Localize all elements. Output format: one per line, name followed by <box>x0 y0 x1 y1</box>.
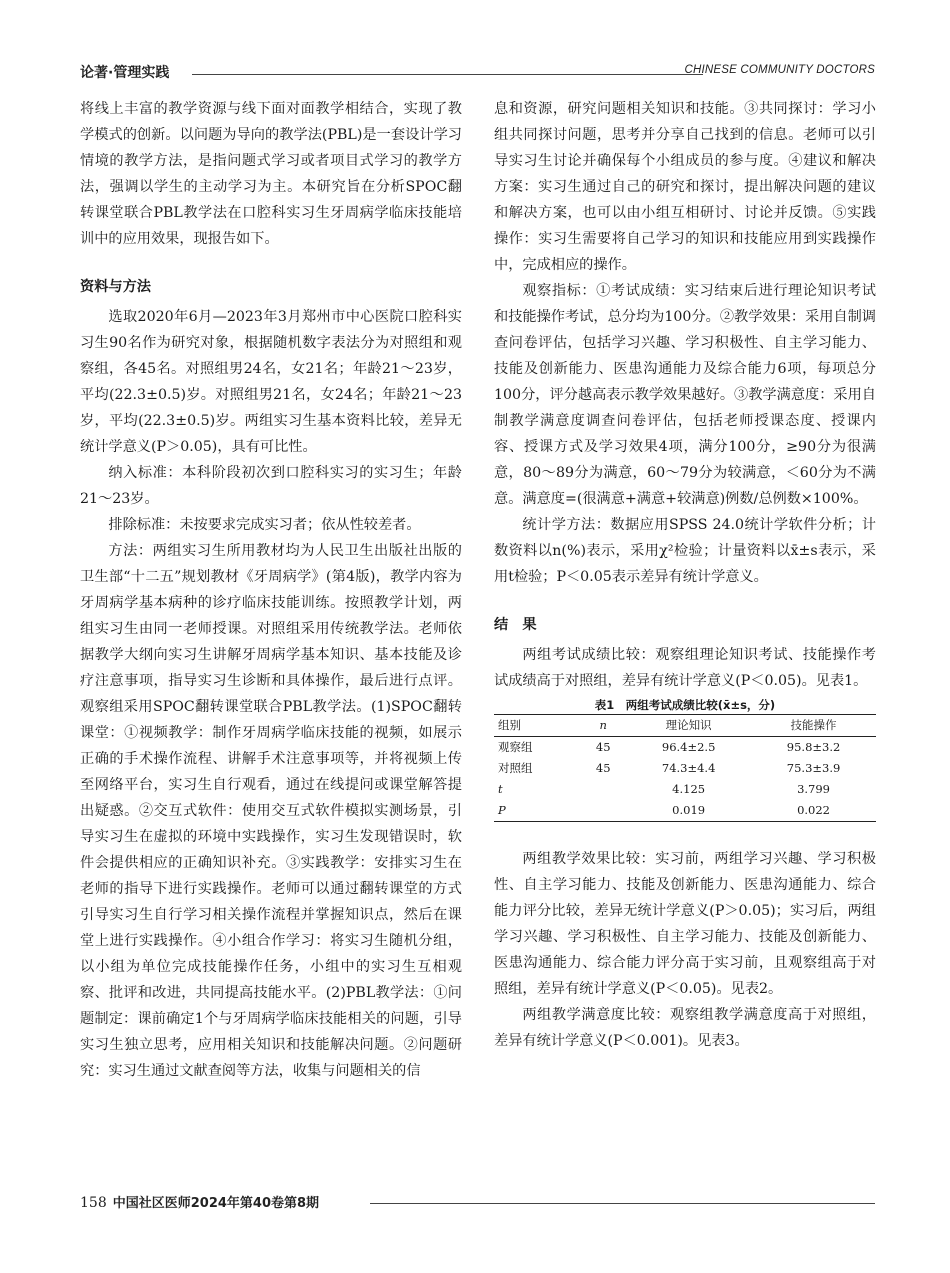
results-heading: 结 果 <box>494 617 537 633</box>
table-header-cell: n <box>580 715 626 737</box>
table-cell: 95.8±3.2 <box>786 740 841 754</box>
header-rule <box>192 74 703 75</box>
statistics-paragraph: 统计学方法：数据应用SPSS 24.0统计学软件分析；计数资料以n(%)表示，采用χ²检验；计量资料以x̄±s表示，采用t检验；P＜0.05表示差异有统计学意义。 <box>494 517 876 585</box>
table-row <box>494 800 876 822</box>
table-row <box>494 779 876 800</box>
table-cell: 45 <box>595 761 611 775</box>
journal-english-title: CHINESE COMMUNITY DOCTORS <box>684 64 875 76</box>
inclusion-paragraph: 纳入标准：本科阶段初次到口腔科实习的实习生；年龄21～23岁。 <box>80 465 462 507</box>
page-header <box>80 58 875 82</box>
table-row <box>494 737 876 759</box>
exclusion-paragraph: 排除标准：未按要求完成实习者；依从性较差者。 <box>108 517 421 533</box>
table-cell: t <box>498 782 503 796</box>
methods-heading: 资料与方法 <box>80 279 151 295</box>
table-cell: 96.4±2.5 <box>661 740 716 754</box>
result-effect-paragraph: 两组教学效果比较：实习前，两组学习兴趣、学习积极性、自主学习能力、技能及创新能力、医患沟通能力、综合能力评分比较，差异无统计学意义(P＞0.05)；实习后，两组学习兴趣、学习积极性、自主学习能力、技能及创新能力、医患沟通能力、综合能力评分高于实习前，且观察组高于对照组，差异有统计学意义(P＜0.05)。见表2。 <box>494 851 876 997</box>
table-cell: P <box>498 803 506 817</box>
table-header-cell: 组别 <box>494 715 580 737</box>
table-cell: 4.125 <box>672 782 706 796</box>
table-header-cell: 技能操作 <box>751 715 876 737</box>
table-header-row <box>494 715 876 737</box>
table-header-cell: 理论知识 <box>626 715 751 737</box>
footer-rule <box>370 1203 875 1204</box>
footer-text <box>80 1192 319 1211</box>
continued-paragraph: 息和资源，研究问题相关知识和技能。③共同探讨：学习小组共同探讨问题，思考并分享自己找到的信息。老师可以引导实习生讨论并确保每个小组成员的参与度。④建议和解决方案：实习生通过自己的研究和探讨，提出解决问题的建议和解决方案，也可以由小组互相研讨、讨论并反馈。⑤实践操作：实习生需要将自己学习的知识和技能应用到实践操作中，完成相应的操作。 <box>494 101 876 273</box>
page-footer <box>80 1192 875 1212</box>
right-column <box>494 96 876 1054</box>
table-cell: 0.019 <box>672 803 706 817</box>
journal-issue: 中国社区医师2024年第40卷第8期 <box>112 1196 320 1211</box>
page-number: 158 <box>80 1195 107 1211</box>
table-cell: 对照组 <box>498 761 533 775</box>
result-exam-paragraph: 两组考试成绩比较：观察组理论知识考试、技能操作考试成绩高于对照组，差异有统计学意义(P＜0.05)。见表1。 <box>494 647 876 689</box>
indicators-paragraph: 观察指标：①考试成绩：实习结束后进行理论知识考试和技能操作考试，总分均为100分。②教学效果：采用自制调查问卷评估，包括学习兴趣、学习积极性、自主学习能力、技能及创新能力、医患沟通能力及综合能力6项，每项总分100分，评分越高表示教学效果越好。③教学满意度：采用自制教学满意度调查问卷评估，包括老师授课态度、授课内容、授课方式及学习效果4项，满分100分，≥90分为很满意，80～89分为满意，60～79分为较满意，＜60分为不满意。满意度=(很满意+满意+较满意)例数/总例数×100%。 <box>494 283 876 507</box>
table-cell: 45 <box>595 740 611 754</box>
table-cell: 74.3±4.4 <box>661 761 716 775</box>
table-cell <box>580 800 626 822</box>
table-cell <box>580 779 626 800</box>
subjects-paragraph: 选取2020年6月—2023年3月郑州市中心医院口腔科实习生90名作为研究对象，根据随机数字表法分为对照组和观察组，各45名。对照组男24名，女21名；年龄21～23岁，平均(22.3±0.5)岁。对照组男21名，女24名；年龄21～23岁，平均(22.3±0.5)岁。两组实习生基本资料比较，差异无统计学意义(P＞0.05)，具有可比性。 <box>80 309 462 455</box>
table-cell: 75.3±3.9 <box>786 761 841 775</box>
table-cell: 0.022 <box>797 803 831 817</box>
table1-title: 表1 两组考试成绩比较(x̄±s，分) <box>594 698 776 712</box>
table-row <box>494 758 876 779</box>
left-column <box>80 96 462 1084</box>
section-label: 论著·管理实践 <box>80 65 170 81</box>
table-cell: 观察组 <box>498 740 533 754</box>
method-paragraph: 方法：两组实习生所用教材均为人民卫生出版社出版的卫生部“十二五”规划教材《牙周病学》(第4版)，教学内容为牙周病学基本病种的诊疗临床技能训练。按照教学计划，两组实习生由同一老师授课。对照组采用传统教学法。老师依据教学大纲向实习生讲解牙周病学基本知识、基本技能及诊疗注意事项，指导实习生诊断和具体操作，最后进行点评。观察组采用SPOC翻转课堂联合PBL教学法。(1)SPOC翻转课堂：①视频教学：制作牙周病学临床技能的视频，如展示正确的手术操作流程、讲解手术注意事项等，并将视频上传至网络平台，实习生自行观看，通过在线提问或课堂解答提出疑惑。②交互式软件：使用交互式软件模拟实测场景，引导实习生在虚拟的环境中实践操作，实习生发现错误时，软件会提供相应的正确知识补充。③实践教学：安排实习生在老师的指导下进行实践操作。老师可以通过翻转课堂的方式引导实习生自行学习相关操作流程并掌握知识点，然后在课堂上进行实践操作。④小组合作学习：将实习生随机分组，以小组为单位完成技能操作任务，小组中的实习生互相观察、批评和改进，共同提高技能水平。(2)PBL教学法：①问题制定：课前确定1个与牙周病学临床技能相关的问题，引导实习生独立思考，应用相关知识和技能解决问题。②问题研究：实习生通过文献查阅等方法，收集与问题相关的信 <box>80 543 462 1079</box>
intro-paragraph: 将线上丰富的教学资源与线下面对面教学相结合，实现了教学模式的创新。以问题为导向的教学法(PBL)是一套设计学习情境的教学方法，是指问题式学习或者项目式学习的教学方法，强调以学生的主动学习为主。本研究旨在分析SPOC翻转课堂联合PBL教学法在口腔科实习生牙周病学临床技能培训中的应用效果，现报告如下。 <box>80 101 462 247</box>
result-satisfaction-paragraph: 两组教学满意度比较：观察组教学满意度高于对照组，差异有统计学意义(P＜0.001)。见表3。 <box>494 1007 876 1049</box>
table1 <box>494 714 876 822</box>
table-cell: 3.799 <box>797 782 831 796</box>
